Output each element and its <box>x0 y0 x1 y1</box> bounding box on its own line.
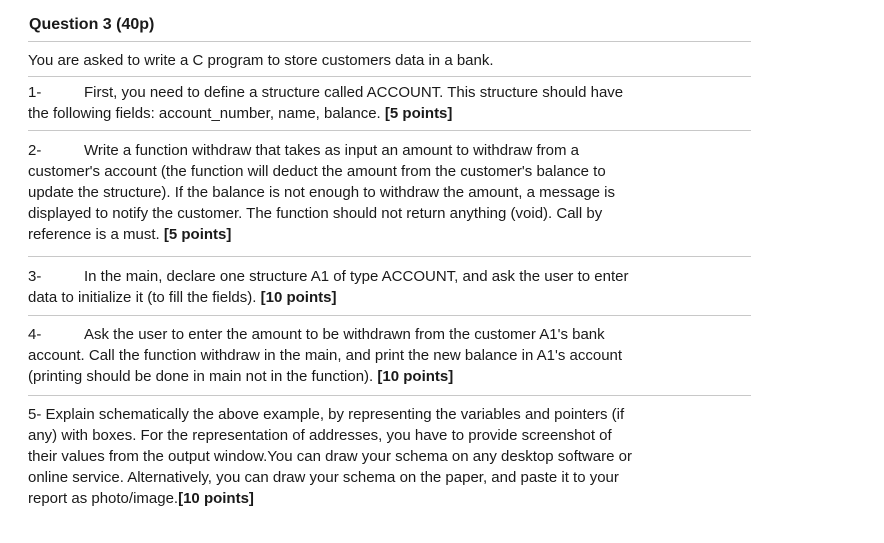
intro-text: You are asked to write a C program to store customers data in a bank. <box>28 52 494 69</box>
item-text: Explain schematically the above example, by representing the variables and pointers (if <box>45 406 625 423</box>
item-text: online service. Alternatively, you can draw your schema on the paper, and paste it to your <box>28 469 619 486</box>
question-title: Question 3 (40p) <box>29 16 155 33</box>
points-label: [10 points] <box>377 368 454 385</box>
item-text: customer's account (the function will deduct the amount from the customer's balance to <box>28 163 606 180</box>
item-text: First, you need to define a structure called ACCOUNT. This structure should have <box>84 84 624 101</box>
points-label: [5 points] <box>163 226 232 243</box>
points-label: [10 points] <box>178 490 254 507</box>
item-number: 4- <box>28 326 42 343</box>
item-2 <box>28 140 758 245</box>
item-text: update the structure). If the balance is not enough to withdraw the amount, a message is <box>28 184 616 201</box>
points-label: [5 points] <box>384 105 453 122</box>
item-number: 2- <box>28 142 42 159</box>
item-text: data to initialize it (to fill the fields). <box>28 289 257 306</box>
item-3 <box>28 266 758 308</box>
item-text: account. Call the function withdraw in the main, and print the new balance in A1's account <box>28 347 623 364</box>
item-text: displayed to notify the customer. The function should not return anything (void). Call by <box>28 205 603 222</box>
item-text: In the main, declare one structure A1 of type ACCOUNT, and ask the user to enter <box>84 268 629 285</box>
item-text: Ask the user to enter the amount to be withdrawn from the customer A1's bank <box>84 326 605 343</box>
item-1 <box>28 82 758 124</box>
divider <box>28 130 751 131</box>
divider <box>28 76 751 77</box>
points-label: [10 points] <box>260 289 337 306</box>
divider <box>28 41 751 42</box>
item-number: 1- <box>28 84 42 101</box>
item-text: any) with boxes. For the representation of addresses, you have to provide screenshot of <box>28 427 612 444</box>
item-text: (printing should be done in main not in the function). <box>28 368 374 385</box>
item-text: their values from the output window.You can draw your schema on any desktop software or <box>28 448 632 465</box>
item-number: 3- <box>28 268 42 285</box>
item-text: Write a function withdraw that takes as input an amount to withdraw from a <box>84 142 579 159</box>
item-text: reference is a must. <box>28 226 160 243</box>
intro-paragraph <box>28 50 758 71</box>
item-5 <box>28 404 758 509</box>
item-text: report as photo/image. <box>28 490 179 507</box>
divider <box>28 395 751 396</box>
divider <box>28 256 751 257</box>
item-4 <box>28 324 758 387</box>
item-text: the following fields: account_number, name, balance. <box>28 105 381 122</box>
divider <box>28 315 751 316</box>
item-number: 5- <box>28 406 42 423</box>
